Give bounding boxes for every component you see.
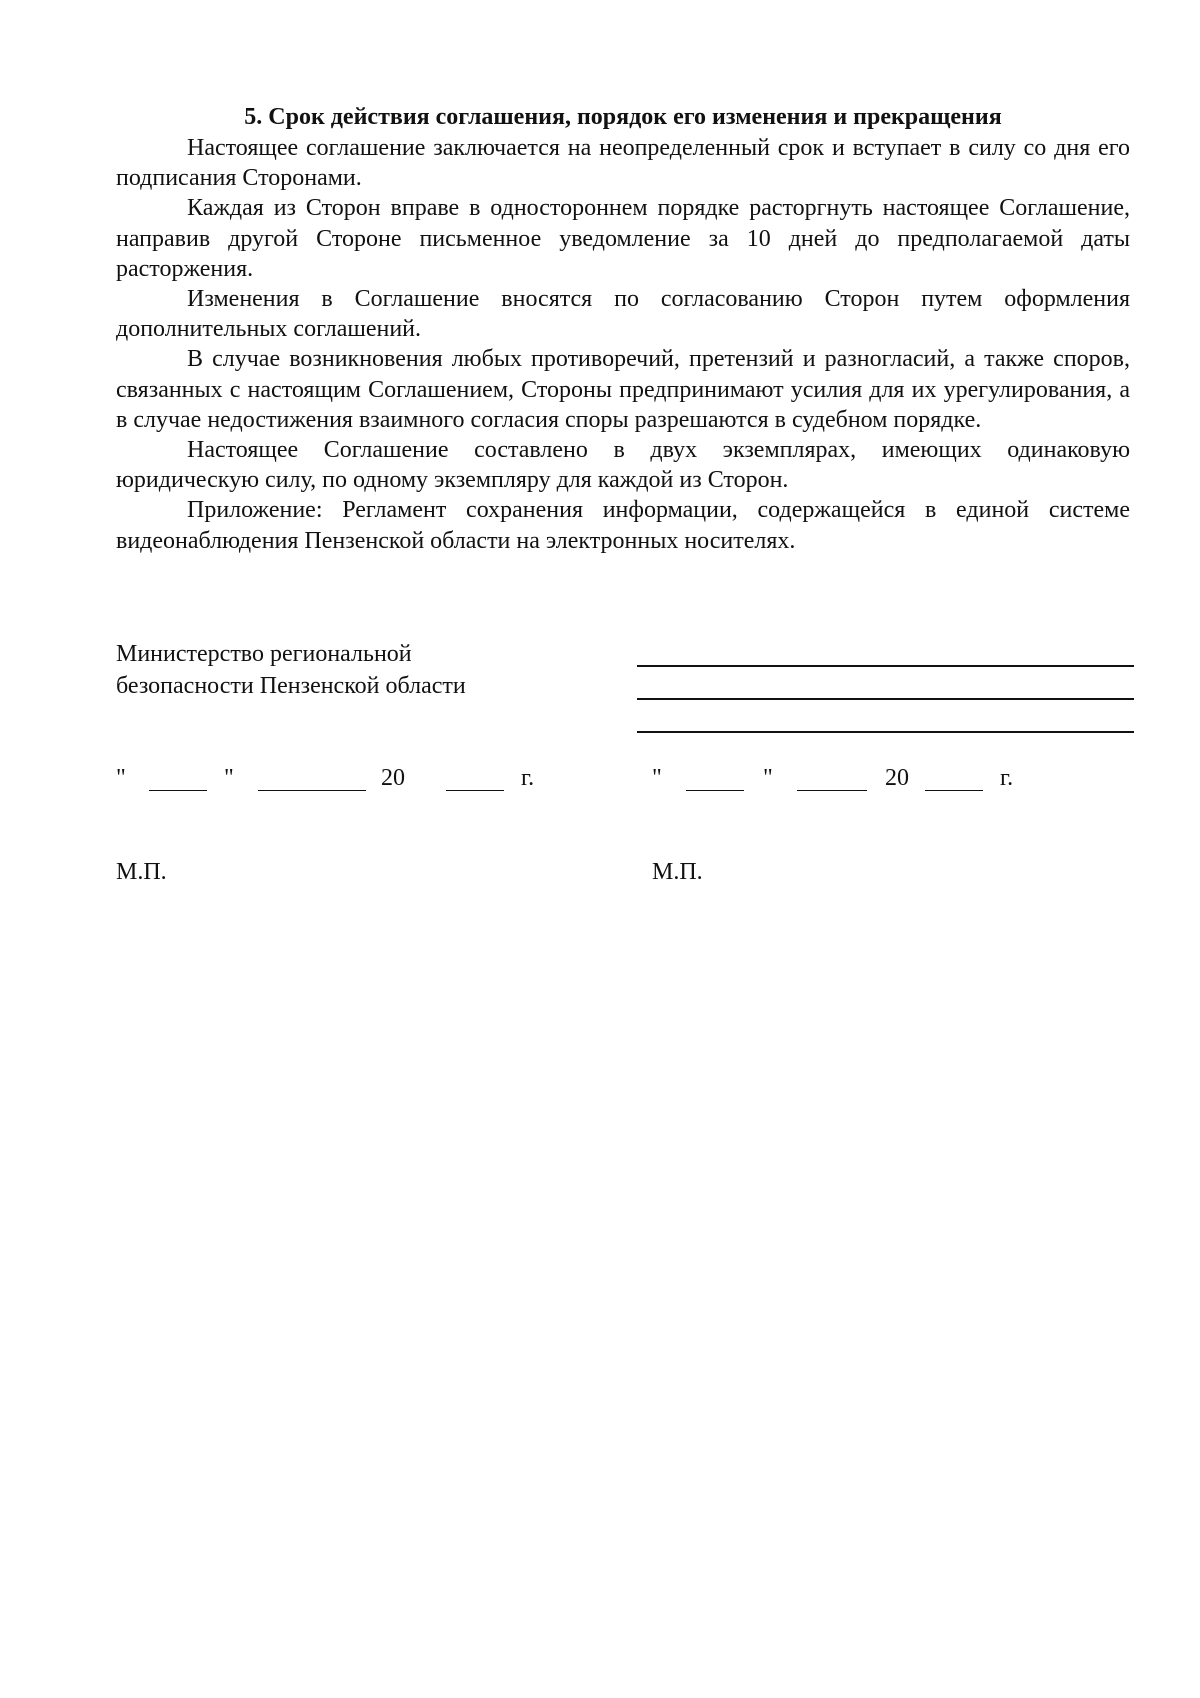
left-org-line-2: безопасности Пензенской области [116,673,466,699]
section-title: 5. Срок действия соглашения, порядок его изменения и прекращения [244,104,1002,130]
left-org-line-1: Министерство региональной [116,641,412,667]
right-date-day-blank [686,790,744,791]
left-signatory-org [116,638,466,702]
right-date-century: 20 [885,765,909,791]
right-stamp-place: М.П. [652,859,703,885]
left-date-quote-close: " [224,765,234,791]
left-date-century: 20 [381,765,405,791]
right-date-month-blank [797,790,867,791]
paragraph-disputes: В случае возникновения любых противоречий, претензий и разногласий, а также споров, связанных с настоящим Соглашением, Стороны предпринимают усилия для их урегулирования, а в случае недостижения взаимного согласия споры разрешаются в судебном порядке. [116,346,1130,433]
right-date-quote-close: " [763,765,773,791]
left-date-year-suffix: г. [521,765,535,791]
right-date-quote-open: " [652,765,662,791]
section-body [116,133,1130,556]
paragraph-copies: Настоящее Соглашение составлено в двух экземплярах, имеющих одинаковую юридическую силу, по одному экземпляру для каждой из Сторон. [116,437,1130,494]
paragraph-amendments: Изменения в Соглашение вносятся по согласованию Сторон путем оформления дополнительных соглашений. [116,286,1130,343]
paragraph-appendix: Приложение: Регламент сохранения информации, содержащейся в единой системе видеонаблюдения Пензенской области на электронных носителях. [116,497,1130,554]
paragraph-termination: Каждая из Сторон вправе в одностороннем порядке расторгнуть настоящее Соглашение, направив другой Стороне письменное уведомление за 10 дней до предполагаемой даты расторжения. [116,195,1130,282]
left-stamp-place: М.П. [116,859,167,885]
right-signature-line-1 [637,665,1134,667]
right-date-year-suffix: г. [1000,765,1014,791]
right-date-year-blank [925,790,983,791]
right-signature-line-3 [637,731,1134,733]
right-signature-line-2 [637,698,1134,700]
left-date-quote-open: " [116,765,126,791]
right-date-row [0,763,1200,793]
paragraph-term: Настоящее соглашение заключается на неопределенный срок и вступает в силу со дня его подписания Сторонами. [116,135,1130,192]
